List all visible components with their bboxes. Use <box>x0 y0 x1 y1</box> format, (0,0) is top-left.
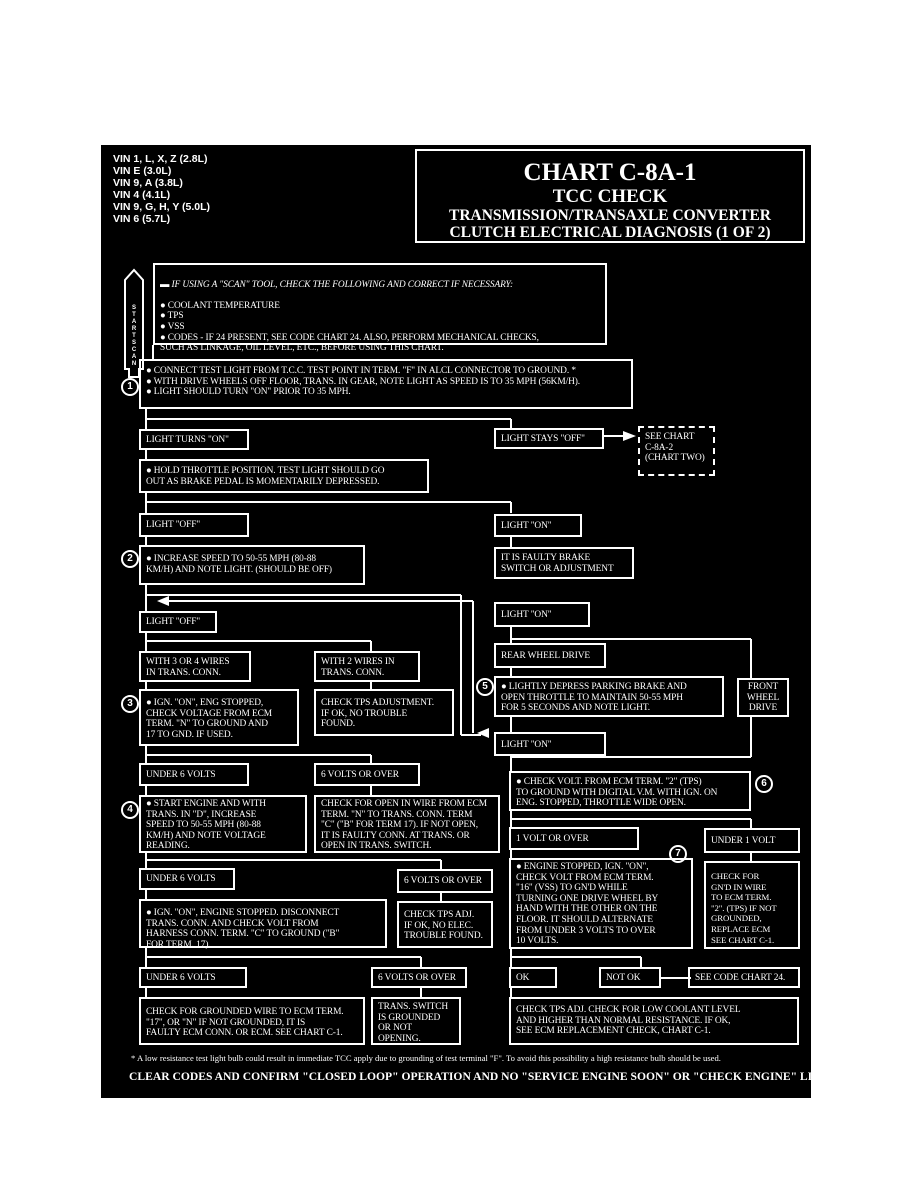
under-6-volts-box-3: UNDER 6 VOLTS <box>139 967 247 988</box>
step-4-box: ● START ENGINE AND WITH TRANS. IN "D", INCREASE SPEED TO 50-55 MPH (80-88 KM/H) AND NOTE VOLTAGE READING. <box>139 795 307 853</box>
light-on-box-2: LIGHT "ON" <box>494 602 590 627</box>
step-4-marker: 4 <box>121 801 139 819</box>
wires-2-box: WITH 2 WIRES IN TRANS. CONN. <box>314 651 420 682</box>
step-7-box: ● ENGINE STOPPED, IGN. "ON", CHECK VOLT FROM ECM TERM. "16" (VSS) TO GN'D WHILE TURNING ONE DRIVE WHEEL BY HAND WITH THE OTHER ON THE FLOOR. IT SHOULD ALTERNATE FROM UNDER 3 VOLTS TO OVER 10 VOLTS. <box>509 858 693 949</box>
under-6-volts-box-1: UNDER 6 VOLTS <box>139 763 249 786</box>
title-line-1: TRANSMISSION/TRANSAXLE CONVERTER <box>448 207 771 224</box>
see-chart-c8a2-box: SEE CHART C-8A-2 (CHART TWO) <box>638 426 715 476</box>
vin-line: VIN 4 (4.1L) <box>113 189 171 201</box>
vin-list <box>113 153 210 225</box>
light-off-box-1: LIGHT "OFF" <box>139 513 249 537</box>
chart-subtitle: TCC CHECK <box>552 186 668 207</box>
check-tps-final-box: CHECK TPS ADJ. CHECK FOR LOW COOLANT LEVEL AND HIGHER THAN NORMAL RESISTANCE. IF OK, SEE ECM REPLACEMENT CHECK, CHART C-1. <box>509 997 799 1045</box>
step-2-box: ● INCREASE SPEED TO 50-55 MPH (80-88 KM/H) AND NOTE LIGHT. (SHOULD BE OFF) <box>139 545 365 585</box>
check-grounded-box: CHECK FOR GROUNDED WIRE TO ECM TERM. "17", OR "N" IF NOT GROUNDED, IT IS FAULTY ECM CONN. OR ECM. SEE CHART C-1. <box>139 997 365 1045</box>
start-scan-label: START SCAN <box>131 305 137 367</box>
six-volts-over-box-3: 6 VOLTS OR OVER <box>371 967 467 988</box>
step-1-marker: 1 <box>121 378 139 396</box>
vin-line: VIN 1, L, X, Z (2.8L) <box>113 153 208 165</box>
one-volt-over-box: 1 VOLT OR OVER <box>509 827 639 850</box>
wires-3-4-box: WITH 3 OR 4 WIRES IN TRANS. CONN. <box>139 651 251 682</box>
step-6-box: ● CHECK VOLT. FROM ECM TERM. "2" (TPS) TO GROUND WITH DIGITAL V.M. WITH IGN. ON ENG. STOPPED, THROTTLE WIDE OPEN. <box>509 771 751 811</box>
footer-instruction: CLEAR CODES AND CONFIRM "CLOSED LOOP" OPERATION AND NO "SERVICE ENGINE SOON" OR "CHECK ENGINE" LIGHT. <box>129 1070 840 1083</box>
vin-line: VIN 9, A (3.8L) <box>113 177 183 189</box>
under-6-volts-box-2: UNDER 6 VOLTS <box>139 868 235 890</box>
scan-list: ● COOLANT TEMPERATURE ● TPS ● VSS ● CODES - IF 24 PRESENT, SEE CODE CHART 24. ALSO, PERFORM MECHANICAL CHECKS, SUCH AS LINKAGE, OIL LEVEL, ETC., BEFORE USING THIS CHART. <box>160 300 539 354</box>
light-off-box-2: LIGHT "OFF" <box>139 611 217 633</box>
title-line-2: CLUTCH ELECTRICAL DIAGNOSIS (1 OF 2) <box>449 224 771 241</box>
front-wheel-drive-box: FRONT WHEEL DRIVE <box>737 678 789 717</box>
see-code-24-box: SEE CODE CHART 24. <box>688 967 800 988</box>
step-1-box: ● CONNECT TEST LIGHT FROM T.C.C. TEST POINT IN TERM. "F" IN ALCL CONNECTOR TO GROUND. * ● WITH DRIVE WHEELS OFF FLOOR, TRANS. IN GEAR, NOTE LIGHT AS SPEED IS TO 35 MPH (56KM/H). ● LIGHT SHOULD TURN "ON" PRIOR TO 35 MPH. <box>139 359 633 409</box>
step-5-box: ● LIGHTLY DEPRESS PARKING BRAKE AND OPEN THROTTLE TO MAINTAIN 50-55 MPH FOR 5 SECONDS AND NOTE LIGHT. <box>494 676 724 717</box>
flowchart <box>101 145 840 1098</box>
vin-line: VIN E (3.0L) <box>113 165 172 177</box>
check-gnd-box: CHECK FOR GN'D IN WIRE TO ECM TERM. "2". (TPS) IF NOT GROUNDED, REPLACE ECM SEE CHART C-1. <box>704 861 800 949</box>
check-tps-box-1: CHECK TPS ADJUSTMENT. IF OK, NO TROUBLE FOUND. <box>314 689 454 736</box>
light-turns-on-box: LIGHT TURNS "ON" <box>139 429 249 450</box>
step-5-marker: 5 <box>476 678 494 696</box>
trans-switch-box: TRANS. SWITCH IS GROUNDED OR NOT OPENING. <box>371 997 461 1045</box>
vin-line: VIN 6 (5.7L) <box>113 213 171 225</box>
light-stays-off-box: LIGHT STAYS "OFF" <box>494 428 604 449</box>
chart-title: CHART C-8A-1 <box>523 159 697 186</box>
scan-tool-box <box>153 263 607 354</box>
rear-wheel-drive-box: REAR WHEEL DRIVE <box>494 643 606 668</box>
not-ok-box: NOT OK <box>599 967 661 988</box>
step-7-marker: 7 <box>669 845 687 863</box>
step-3-box: ● IGN. "ON", ENG STOPPED, CHECK VOLTAGE FROM ECM TERM. "N" TO GROUND AND 17 TO GND. IF USED. <box>139 689 299 746</box>
step-6-marker: 6 <box>755 775 773 793</box>
faulty-brake-box: IT IS FAULTY BRAKE SWITCH OR ADJUSTMENT <box>494 547 634 579</box>
check-open-box: CHECK FOR OPEN IN WIRE FROM ECM TERM. "N" TO TRANS. CONN. TERM "C" ("B" FOR TERM 17). IF NOT OPEN, IT IS FAULTY CONN. AT TRANS. OR OPEN IN TRANS. SWITCH. <box>314 795 500 853</box>
step-3-marker: 3 <box>121 695 139 713</box>
vin-line: VIN 9, G, H, Y (5.0L) <box>113 201 211 213</box>
footnote: * A low resistance test light bulb could result in immediate TCC apply due to grounding of test terminal "F". To avoid this possibility a high resistance bulb should be used. <box>131 1053 721 1063</box>
hold-throttle-box: ● HOLD THROTTLE POSITION. TEST LIGHT SHOULD GO OUT AS BRAKE PEDAL IS MOMENTARILY DEPRESSED. <box>139 459 429 493</box>
under-1-volt-box: UNDER 1 VOLT <box>704 828 800 853</box>
light-on-box-1: LIGHT "ON" <box>494 514 582 537</box>
disconnect-box: ● IGN. "ON", ENGINE STOPPED. DISCONNECT TRANS. CONN. AND CHECK VOLT FROM HARNESS CONN. TERM. "C" TO GROUND ("B" FOR TERM. 17). <box>139 899 387 948</box>
check-tps-box-2: CHECK TPS ADJ. IF OK, NO ELEC. TROUBLE FOUND. <box>397 901 493 948</box>
light-on-box-3: LIGHT "ON" <box>494 732 606 756</box>
title-box <box>415 149 805 243</box>
ok-box: OK <box>509 967 557 988</box>
six-volts-over-box-1: 6 VOLTS OR OVER <box>314 763 420 786</box>
six-volts-over-box-2: 6 VOLTS OR OVER <box>397 869 493 893</box>
step-2-marker: 2 <box>121 550 139 568</box>
scan-header: ▬ IF USING A "SCAN" TOOL, CHECK THE FOLLOWING AND CORRECT IF NECESSARY: <box>160 279 514 290</box>
